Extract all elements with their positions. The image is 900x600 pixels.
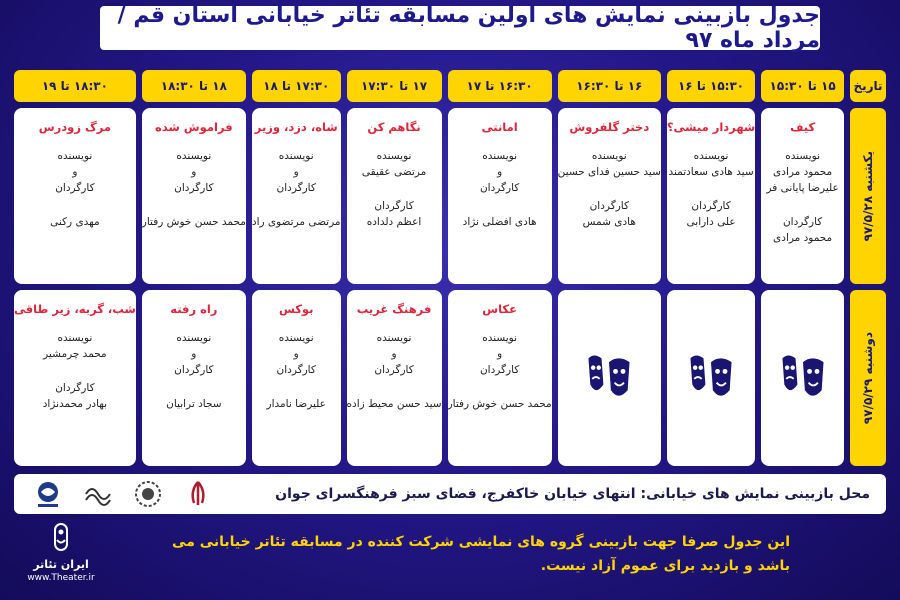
sponsor-logos [30, 479, 216, 509]
show-credit-line: و [293, 166, 299, 178]
show-credit-line: کارگردان [782, 216, 823, 228]
time-slot-header: ۱۸ تا ۱۸:۳۰ [142, 70, 246, 102]
show-credit-line: نویسنده [278, 332, 314, 344]
show-title: عکاس [482, 302, 517, 316]
show-cell [448, 108, 552, 284]
show-credit-line: نویسنده [482, 332, 518, 344]
show-credit-line: نویسنده [376, 332, 412, 344]
show-credit-line: علیرضا پایانی فر [766, 182, 839, 194]
show-credit-line: محمد حسن خوش رفتار [141, 216, 246, 228]
show-cell [667, 108, 755, 284]
show-title: راه رفته [170, 302, 218, 316]
show-credit-line: کارگردان [276, 182, 316, 194]
show-cell-empty [761, 290, 844, 466]
show-credit-line: مهدی رکنی [50, 216, 100, 228]
show-cell [558, 108, 661, 284]
show-credit-line: کارگردان [374, 364, 414, 376]
brand-block [28, 520, 94, 584]
show-title: شب، گربه، زیر طاقی [14, 302, 136, 316]
show-credit-line: و [497, 348, 503, 360]
time-slot-header: ۱۷:۳۰ تا ۱۸ [252, 70, 341, 102]
show-credit-line: مرتضی مرتضوی راد [251, 216, 341, 228]
schedule-grid [14, 70, 886, 466]
show-credit-line: نویسنده [278, 150, 314, 162]
show-credit-line: و [293, 348, 299, 360]
day-label [850, 290, 886, 466]
show-credit-line: نویسنده [482, 150, 518, 162]
show-credit-line: مرتضی عقیقی [361, 166, 427, 178]
show-cell [142, 290, 246, 466]
show-credit-line: و [497, 166, 503, 178]
show-credit-line: نویسنده [591, 150, 627, 162]
show-credit-line: نویسنده [785, 150, 821, 162]
location-text: محل بازبینی نمایش های خیابانی: انتهای خیابان خاکفرج، فضای سبز فرهنگسرای جوان [275, 486, 870, 502]
show-credit-line: کارگردان [374, 200, 414, 212]
show-cell [347, 290, 442, 466]
show-credit-line: نویسنده [693, 150, 729, 162]
time-slot-header: ۱۸:۳۰ تا ۱۹ [14, 70, 136, 102]
show-cell [142, 108, 246, 284]
show-credit-line: محمد چرمشیر [43, 348, 107, 360]
show-credit-line: هادی شمس [582, 216, 636, 228]
show-credit-line: سید حسین فدای حسین [557, 166, 661, 178]
show-credit-line: نویسنده [57, 332, 93, 344]
show-title: مرگ زودرس [38, 120, 111, 134]
show-title: فرهنگ غریب [356, 302, 432, 316]
show-title: بوکس [278, 302, 314, 316]
show-credit-line: کارگردان [691, 200, 731, 212]
show-credit-line: کارگردان [174, 364, 214, 376]
show-title: شاه، دزد، وزیر [254, 120, 338, 134]
location-bar [14, 474, 886, 514]
show-credit-line: هادی افضلی نژاد [462, 216, 537, 228]
show-title: کیف [790, 120, 816, 134]
day-label-text: دوشنبه ۹۷/۵/۲۹ [861, 331, 875, 425]
page-title: جدول بازبینی نمایش های اولین مسابقه تئاتر خیابانی استان قم / مرداد ماه ۹۷ [117, 3, 820, 53]
show-credit-line: کارگردان [589, 200, 629, 212]
show-title: نگاهم کن [367, 120, 421, 134]
show-credit-line: کارگردان [55, 382, 95, 394]
brand-name: ایران تئاتر [33, 558, 89, 571]
emblem-logo-icon [180, 479, 216, 509]
show-credit-line: کارگردان [479, 182, 520, 194]
show-credit-line: کارگردان [55, 182, 95, 194]
time-slot-header: ۱۶ تا ۱۶:۳۰ [558, 70, 661, 102]
time-slot-header: ۱۷ تا ۱۷:۳۰ [347, 70, 442, 102]
show-credit-line: بهادر محمدنژاد [42, 398, 108, 410]
kanoon-logo-icon [30, 479, 66, 509]
day-label-text: یکشنبه ۹۷/۵/۲۸ [861, 150, 875, 242]
show-cell [347, 108, 442, 284]
theater-masks-icon [775, 349, 831, 408]
show-credit-line: سید هادی سعادتمند [668, 166, 754, 178]
show-credit-line: علی دارابی [686, 216, 736, 228]
notice-text: این جدول صرفا جهت بازبینی گروه های نمایشی شرکت کننده در مسابقه تئاتر خیابانی می باشد و بازدید برای عموم آزاد نیست. [172, 534, 790, 574]
show-credit-line: و [191, 348, 197, 360]
theater-masks-icon [581, 349, 637, 408]
show-cell [761, 108, 844, 284]
ministry-logo-icon [80, 479, 116, 509]
show-credit-line: نویسنده [57, 150, 93, 162]
show-cell [252, 290, 341, 466]
show-credit-line: علیرضا نامدار [266, 398, 326, 410]
title-bar [100, 3, 820, 53]
show-title: دختر گلفروش [569, 120, 650, 134]
show-title: امانتی [481, 120, 518, 134]
day-label [850, 108, 886, 284]
show-credit-line: و [191, 166, 197, 178]
show-credit-line: نویسنده [376, 150, 412, 162]
show-credit-line: نویسنده [176, 150, 212, 162]
show-cell [252, 108, 341, 284]
header-date-label: تاریخ [850, 70, 886, 102]
show-credit-line: کارگردان [479, 364, 520, 376]
show-credit-line: نویسنده [176, 332, 212, 344]
time-slot-header: ۱۵ تا ۱۵:۳۰ [761, 70, 844, 102]
show-credit-line: سید حسن محیط زاده [346, 398, 442, 410]
show-cell [14, 290, 136, 466]
show-credit-line: کارگردان [174, 182, 214, 194]
show-cell-empty [667, 290, 755, 466]
show-credit-line: و [72, 166, 78, 178]
show-title: فراموش شده [155, 120, 233, 134]
theater-masks-icon [683, 349, 739, 408]
show-credit-line: محمود مرادی [773, 232, 833, 244]
show-cell [14, 108, 136, 284]
brand-url: www.Theater.ir [27, 573, 95, 583]
show-cell-empty [558, 290, 661, 466]
municipality-logo-icon [130, 479, 166, 509]
show-credit-line: محمد حسن خوش رفتار [447, 398, 552, 410]
theater-logo-icon [41, 520, 81, 558]
show-cell [448, 290, 552, 466]
show-credit-line: اعظم دلداده [366, 216, 422, 228]
show-credit-line: و [391, 348, 397, 360]
show-credit-line: سجاد ترابیان [166, 398, 222, 410]
time-slot-header: ۱۶:۳۰ تا ۱۷ [448, 70, 552, 102]
show-credit-line: کارگردان [276, 364, 316, 376]
show-credit-line: محمود مرادی [773, 166, 833, 178]
time-slot-header: ۱۵:۳۰ تا ۱۶ [667, 70, 755, 102]
show-title: شهردار میشی؟ [666, 120, 756, 134]
